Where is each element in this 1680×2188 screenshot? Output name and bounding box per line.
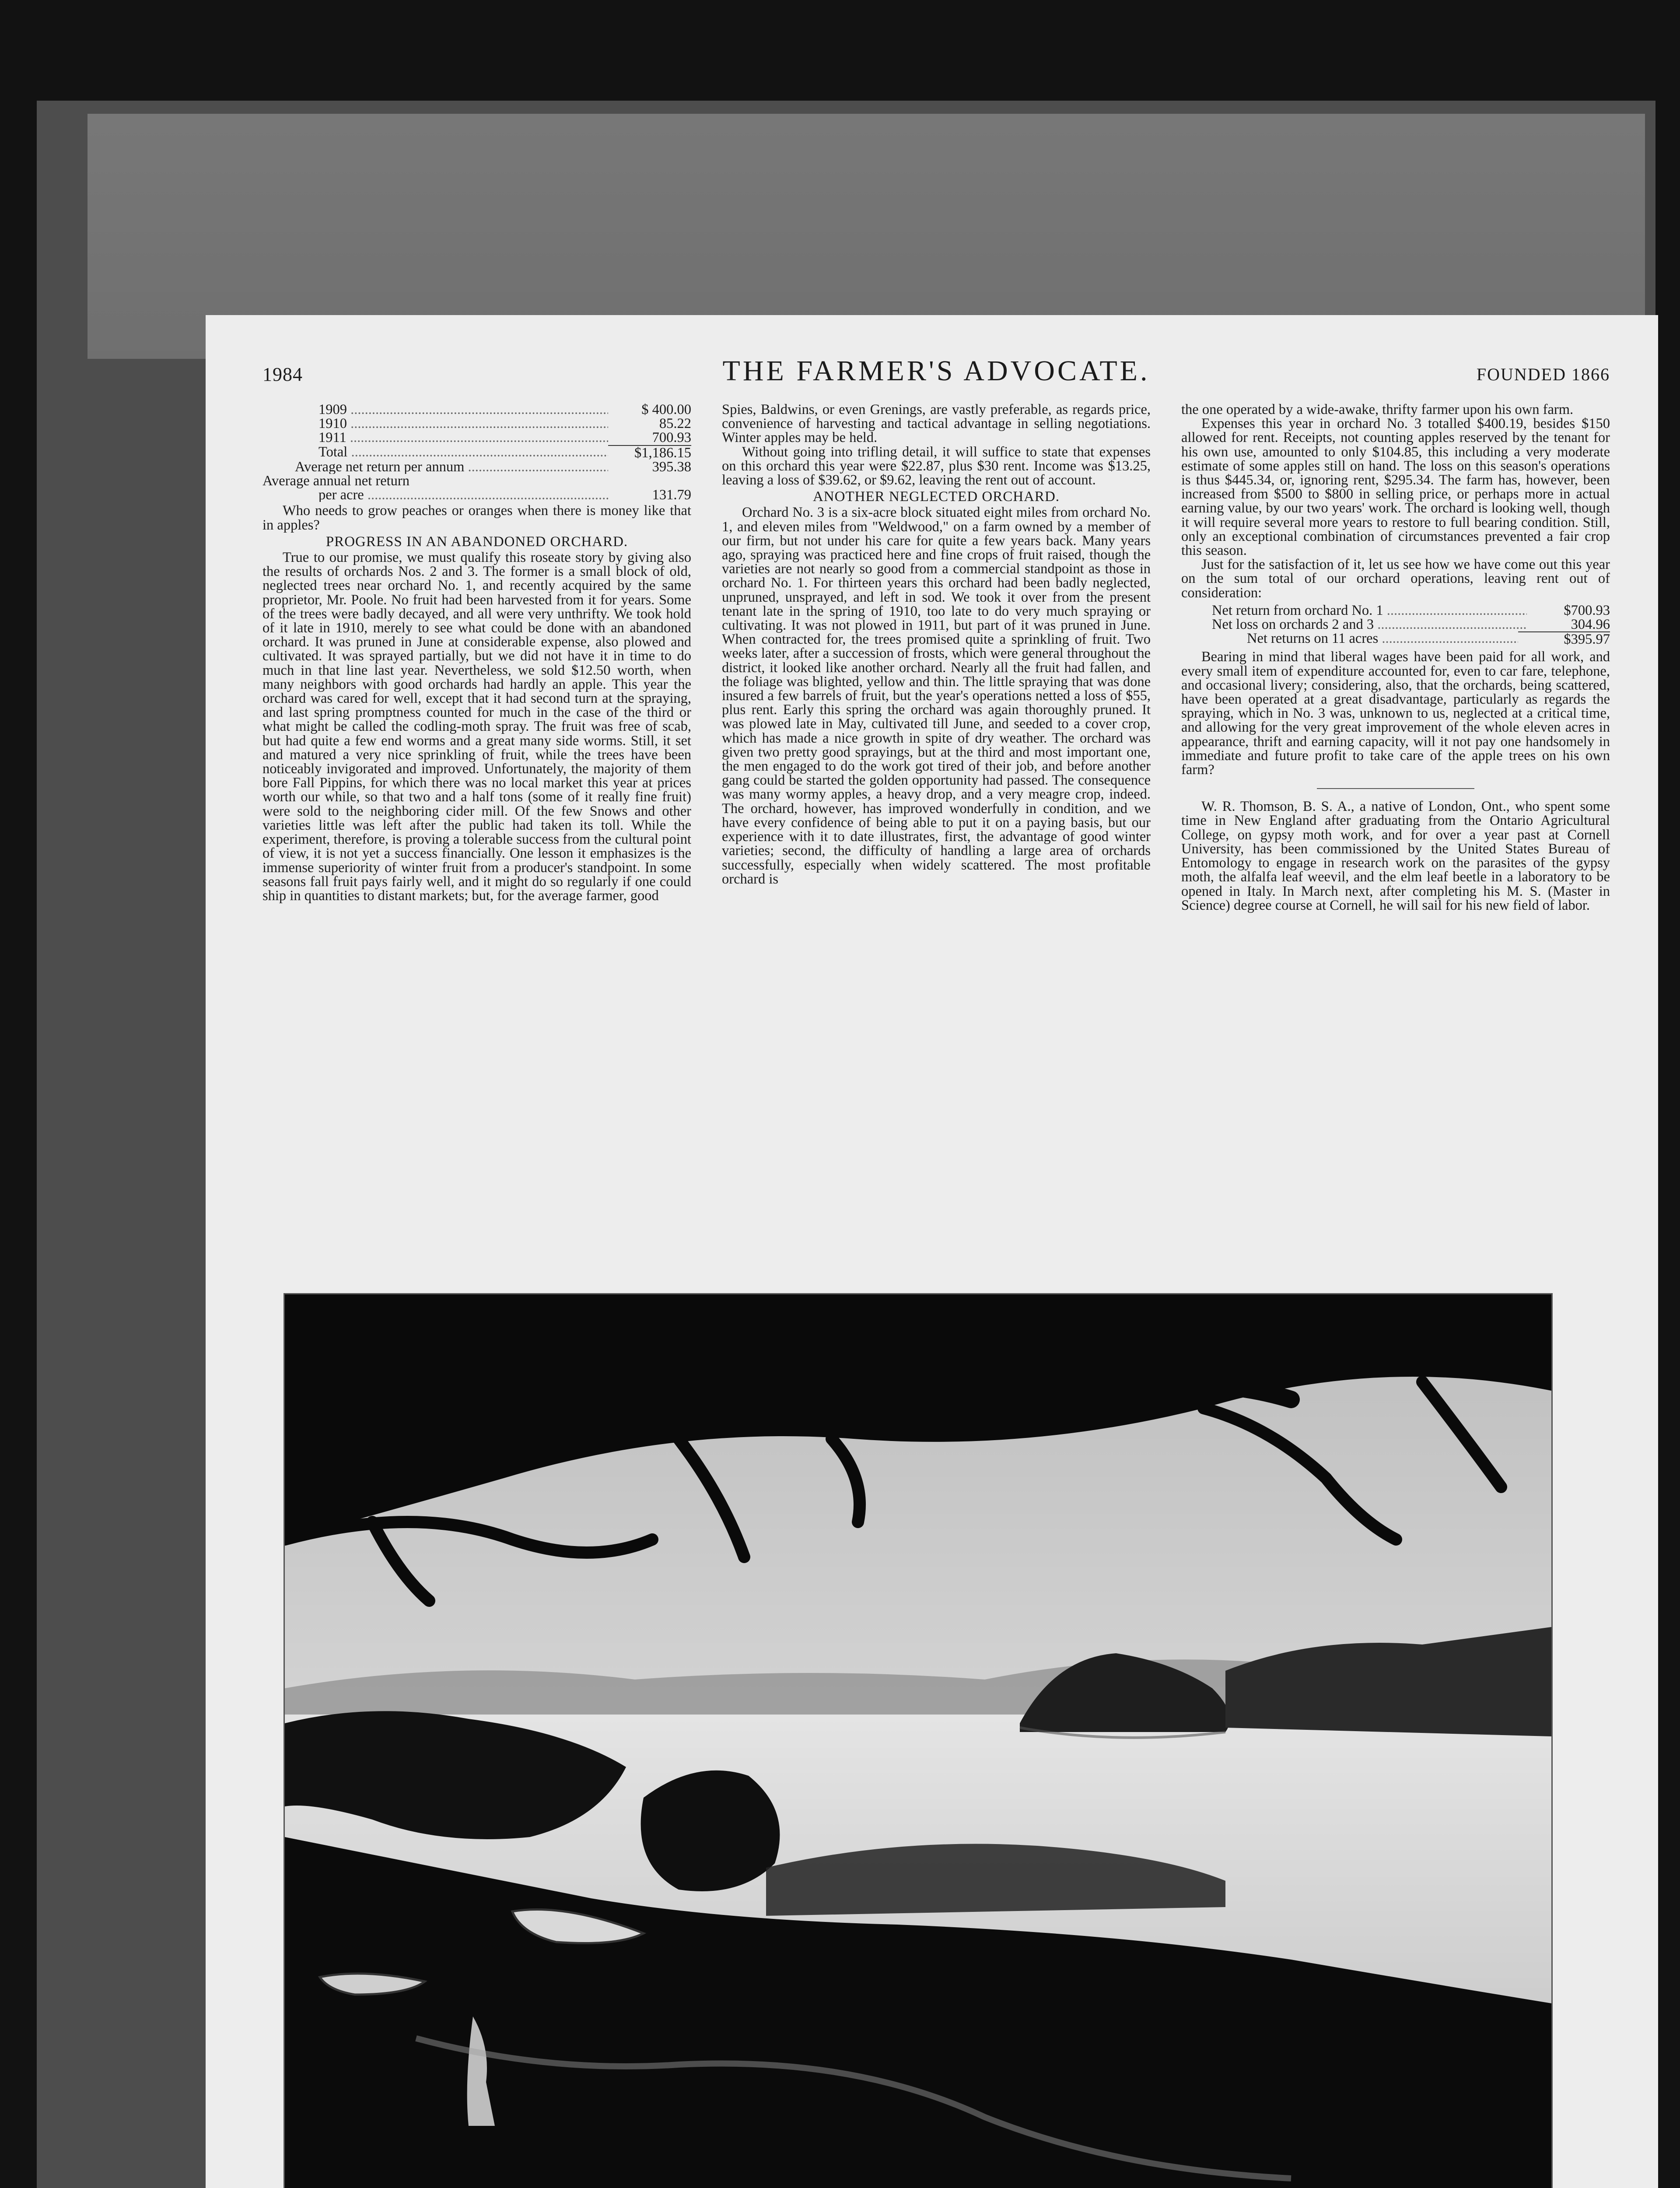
paragraph: Without going into trifling detail, it will suffice to state that expenses on this orchard this year were $22.87, plus $30 rent. Income was $13.25, leaving a loss of $39.62, or $9.62, leaving the rent out of account.	[722, 444, 1151, 488]
article-columns	[262, 403, 1610, 1260]
central-boulder	[641, 1771, 780, 1891]
paragraph: W. R. Thomson, B. S. A., a native of London, Ont., who spent some time in New England after graduating from the Ontario Agricultural College, on gypsy moth work, and for over a year past at Cornell University, has been commissioned by the United States Bureau of Entomology to engage in research work on the parasites of the gypsy moth, the alfalfa leaf weevil, and the elm leaf beetle in a laboratory to be opened in Italy. In March next, after completing his M. S. (Master in Science) degree course at Cornell, he will sail for his new field of labor.	[1181, 799, 1610, 913]
column-2	[722, 403, 1151, 1260]
masthead: THE FARMER'S ADVOCATE.	[722, 355, 1150, 387]
paragraph: True to our promise, we must qualify this roseate story by giving also the results of orchards Nos. 2 and 3. The former is a small block of old, neglected trees near orchard No. 1, and recently acquired by the same proprietor, Mr. Poole. No fruit had been harvested from it for years. Some of the trees were badly decayed, and all were very unthrifty. We took hold of it late in 1910, merely to see what could be done with an abandoned orchard. It was pruned in June at considerable expense, also plowed and cultivated. It was sprayed partially, but we did not have it in time to do much in that line last year. Nevertheless, we sold $12.50 worth, when many neighbors with good orchards had hardly an apple. This year the orchard was cared for well, except that it had second turn at the spraying, and last spring promptness counted for much in the case of the third or what might be called the codling-moth spray. The fruit was free of scab, but had quite a few end worms and a great many side worms. Still, it set and matured a very nice sprinkling of fruit, while the trees have been noticeably invigorated and improved. Unfortunately, the majority of them bore Fall Pippins, for which there was no local market this year at prices worth our while, so that two and a half tons (some of it really fine fruit) were sold to the neighboring cider mill. Of the few Snows and other varieties little was left after the public had taken its toll. While the experiment, therefore, is proving a tolerable success from the cultural point of view, it is not yet a success financially. One lesson it emphasizes is the immense superiority of winter fruit from a producer's standpoint. In some seasons fall fruit pays fairly well, and it might do so regularly if one could ship in quantities to distant markets; but, for the average farmer, good	[262, 550, 691, 904]
paragraph: Bearing in mind that liberal wages have been paid for all work, and every small item of expenditure accounted for, even to car fare, telephone, and occasional livery; considering, also, that the orchards, being scattered, have been operated at a great disadvantage, particularly as regards the spraying, which in No. 3 was, unknown to us, neglected at a critical time, and allowing for the very great improvement of the whole eleven acres in appearance, thrift and earning capacity, will it not pay one handsomely in immediate and future profit to take care of the apple trees on his own farm?	[1181, 649, 1610, 778]
lake-landscape-photo	[284, 1293, 1553, 2188]
page-number: 1984	[262, 364, 303, 385]
summary-net: Net returns on 11 acres ..... $395.97	[1181, 631, 1610, 646]
founded-line: FOUNDED 1866	[1476, 365, 1610, 384]
ledger-row: 1911 ..... 700.93	[262, 431, 691, 445]
ledger-row: 1909 ..... $ 400.00	[262, 403, 691, 417]
column-1	[262, 403, 691, 1260]
paragraph: the one operated by a wide-awake, thrifty farmer upon his own farm.	[1181, 403, 1574, 417]
ledger-row: 1910 ..... 85.22	[262, 417, 691, 431]
income-ledger	[262, 403, 691, 502]
summary-row: Net loss on orchards 2 and 3 ..... 304.96	[1181, 617, 1610, 631]
summary-row: Net return from orchard No. 1 ..... $700.93	[1181, 603, 1610, 617]
section-heading: PROGRESS IN AN ABANDONED ORCHARD.	[326, 533, 628, 550]
divider-rule	[1317, 788, 1474, 789]
column-3	[1181, 403, 1610, 1260]
paragraph: Who needs to grow peaches or oranges when there is money like that in apples?	[262, 503, 691, 533]
ledger-average-annual: Average annual net return	[262, 473, 410, 489]
paragraph: Spies, Baldwins, or even Grenings, are vastly preferable, as regards price, convenience of harvesting and tactical advantage in selling negotiations. Winter apples may be held.	[722, 403, 1151, 446]
paragraph: Expenses this year in orchard No. 3 totalled $400.19, besides $150 allowed for rent. Receipts, not counting apples reserved by the tenant for his own use, amounted to only $104.85, this including a very moderate estimate of some apples still on hand. The loss on this season's operations is thus $445.34, or, ignoring rent, $295.34. The farm has, however, been increased from $500 to $800 in selling price, or perhaps more in actual earning value, by our two years' work. The orchard is looking well, though it will require several more years to restore to full bearing condition. Still, only an exceptional combination of circumstances prevented a fair crop this season.	[1181, 416, 1610, 559]
section-heading: ANOTHER NEGLECTED ORCHARD.	[812, 489, 1060, 505]
paragraph: Orchard No. 3 is a six-acre block situated eight miles from orchard No. 1, and eleven miles from "Weldwood," on a farm owned by a member of our firm, but not under his care for quite a few years back. Many years ago, spraying was practiced here and fine crops of fruit raised, though the varieties are not nearly so good from a commercial standpoint as those in orchard No. 1. For thirteen years this orchard had been badly neglected, unpruned, unsprayed, and left in sod. We took it over from the present tenant late in the spring of 1910, too late to do very much spraying or cultivating. It was not plowed in 1911, but part of it was pruned in June. When contracted for, the trees promised quite a sprinkling of fruit. Two weeks later, after a succession of frosts, which were general throughout the district, it looked like another orchard. Nearly all the fruit had fallen, and the foliage was blighted, yellow and thin. The little spraying that was done insured a few barrels of fruit, but the year's operations netted a loss of $55, plus rent. Early this spring the orchard was again thoroughly pruned. It was plowed late in May, cultivated till June, and seeded to a cover crop, which has made a nice growth in spite of dry weather. The orchard was given two pretty good sprayings, but at the third and most important one, the men engaged to do the work got tired of their job, and before another gang could be started the golden opportunity had passed. The consequence was many wormy apples, a heavy drop, and a very meagre crop, indeed. The orchard, however, has improved wonderfully in condition, and we have every confidence of being able to put it on a paying basis, but our experience with it to date illustrates, first, the advantage of good winter varieties; second, the difficulty of handling a large area of orchards successfully, especially when widely scattered. The most profitable orchard is	[722, 505, 1151, 887]
photo-illustration	[285, 1294, 1551, 2188]
running-head	[262, 354, 1610, 389]
ledger-average-net: Average net return per annum ..... 395.38	[262, 460, 691, 474]
ledger-total: Total ..... $1,186.15	[262, 445, 691, 460]
orchard-summary	[1181, 603, 1610, 647]
paragraph: Just for the satisfaction of it, let us see how we have come out this year on the sum total of our orchard operations, leaving rent out of consideration:	[1181, 557, 1610, 601]
ledger-per-acre: per acre ..... 131.79	[262, 488, 691, 502]
